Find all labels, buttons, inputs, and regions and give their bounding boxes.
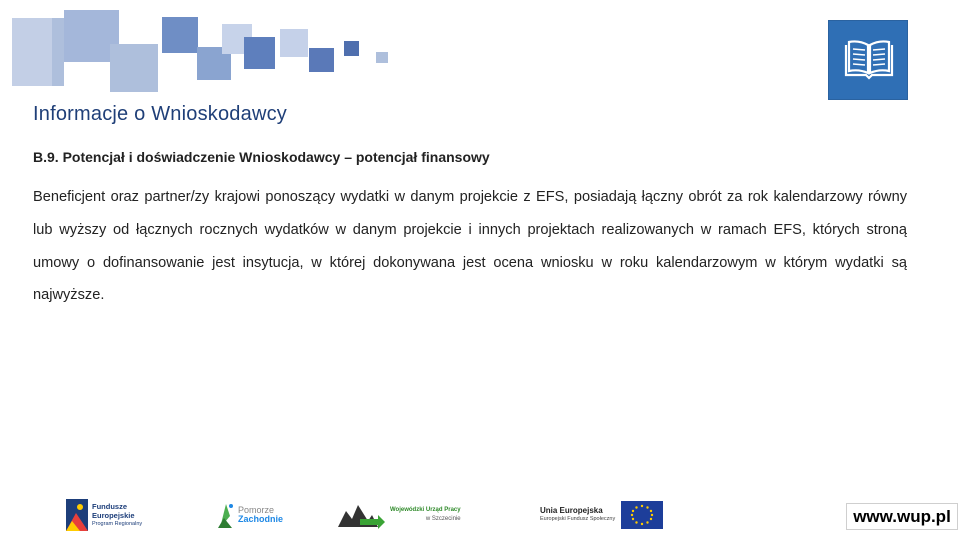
decor-square: [244, 37, 275, 69]
logo-fe-line1: Fundusze: [92, 501, 127, 511]
logo-pomorze-zachodnie: [216, 498, 283, 532]
logo-fe-line2: Europejskie: [92, 510, 135, 520]
eu-flag-icon: [621, 501, 663, 529]
logo-pomorze-line1: Pomorze: [238, 505, 275, 515]
decor-square: [376, 52, 388, 63]
body-paragraph: Beneficjent oraz partner/zy krajowi ponoszący wydatki w danym projekcie z EFS, posiadają łączny obrót za rok kalendarzowy równy lub wyższy od łącznych rocznych wydatków w danym projekcie i innych projektach realizowanych w ramach EFS, których stroną umowy o dofinansowanie jest insytucja, w której dokonywana jest ocena wniosku w roku kalendarzowym w którym wydatki są najwyższe.: [33, 189, 907, 304]
wup-hills-icon: [338, 501, 386, 529]
book-icon-box: [828, 20, 908, 100]
decor-square: [309, 48, 334, 72]
decor-square: [12, 18, 52, 86]
section-subtitle: B.9. Potencjał i doświadczenie Wnioskodawcy – potencjał finansowy: [33, 149, 490, 165]
logo-ue-line2: Europejski Fundusz Społeczny: [540, 516, 616, 522]
page-title: Informacje o Wnioskodawcy: [33, 103, 287, 125]
logo-wup-line1: Wojewódzki Urząd Pracy: [390, 507, 461, 513]
logo-pomorze-line2: Zachodnie: [238, 514, 284, 524]
pomorze-leaf-icon: [216, 500, 236, 530]
decor-square: [344, 41, 359, 56]
logo-unia-europejska: [540, 498, 663, 532]
logo-ue-line1: Unia Europejska: [540, 506, 603, 515]
website-link[interactable]: www.wup.pl: [846, 503, 958, 530]
fe-flag-icon: [66, 499, 88, 531]
decor-square: [162, 17, 198, 53]
logo-wup-line2: w Szczecinie: [425, 516, 461, 522]
decor-square: [110, 44, 158, 92]
logo-wup: [338, 498, 461, 532]
book-icon: [843, 39, 895, 81]
logo-fe-line3: Program Regionalny: [92, 520, 143, 527]
decor-square: [52, 18, 64, 86]
decor-square: [280, 29, 308, 57]
logo-fundusze-europejskie: [66, 498, 142, 532]
